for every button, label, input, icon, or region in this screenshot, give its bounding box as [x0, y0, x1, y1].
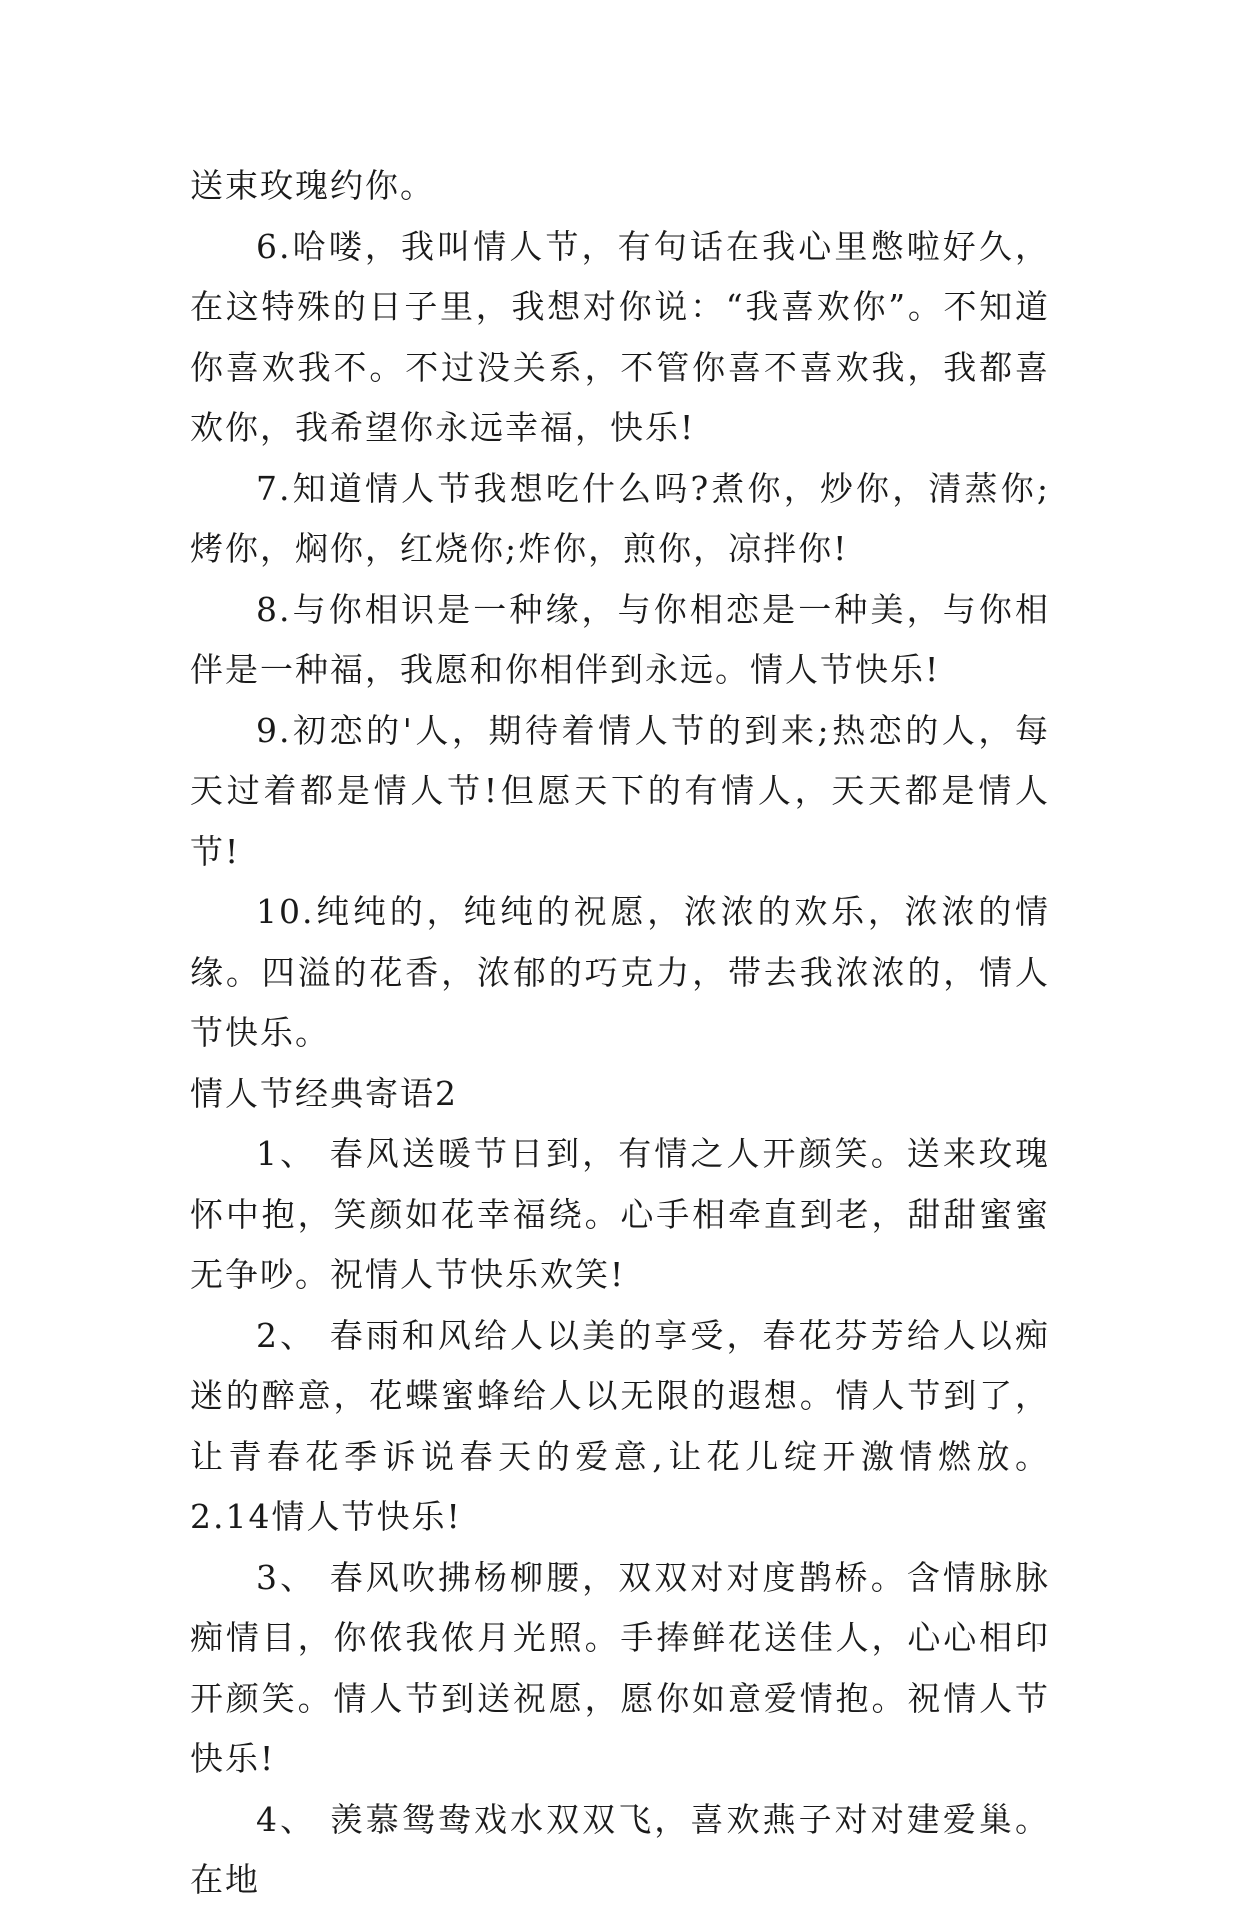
- list-item-3: 3、 春风吹拂杨柳腰，双双对对度鹊桥。含情脉脉痴情目，你侬我侬月光照。手捧鲜花送佳人，心心相印开颜笑。情人节到送祝愿，愿你如意爱情抱。祝情人节快乐!: [190, 1557, 1050, 1778]
- section-heading: 情人节经典寄语2: [190, 1073, 458, 1113]
- list-item-1: 1、 春风送暖节日到，有情之人开颜笑。送来玫瑰怀中抱，笑颜如花幸福绕。心手相牵直到老，甜甜蜜蜜无争吵。祝情人节快乐欢笑!: [190, 1134, 1050, 1294]
- document-body: [190, 156, 1050, 1911]
- list-item-6: 6.哈喽，我叫情人节，有句话在我心里憋啦好久，在这特殊的日子里，我想对你说：“我喜欢你”。不知道你喜欢我不。不过没关系，不管你喜不喜欢我，我都喜欢你，我希望你永远幸福，快乐!: [190, 226, 1050, 447]
- list-item-10: 10.纯纯的，纯纯的祝愿，浓浓的欢乐，浓浓的情缘。四溢的花香，浓郁的巧克力，带去我浓浓的，情人节快乐。: [190, 892, 1050, 1052]
- list-item-4: 4、 羡慕鸳鸯戏水双双飞，喜欢燕子对对建爱巢。在地: [190, 1799, 1050, 1899]
- list-item-8: 8.与你相识是一种缘，与你相恋是一种美，与你相伴是一种福，我愿和你相伴到永远。情人节快乐!: [190, 589, 1050, 689]
- list-item-2: 2、 春雨和风给人以美的享受，春花芬芳给人以痴迷的醉意，花蝶蜜蜂给人以无限的遐想。情人节到了，让青春花季诉说春天的爱意,让花儿绽开激情燃放。2.14情人节快乐!: [190, 1315, 1050, 1536]
- list-item-7: 7.知道情人节我想吃什么吗?煮你，炒你，清蒸你;烤你，焖你，红烧你;炸你，煎你，凉拌你!: [190, 468, 1050, 568]
- list-item-9: 9.初恋的'人，期待着情人节的到来;热恋的人，每天过着都是情人节!但愿天下的有情人，天天都是情人节!: [190, 710, 1050, 871]
- paragraph-continuation: 送束玫瑰约你。: [190, 166, 435, 205]
